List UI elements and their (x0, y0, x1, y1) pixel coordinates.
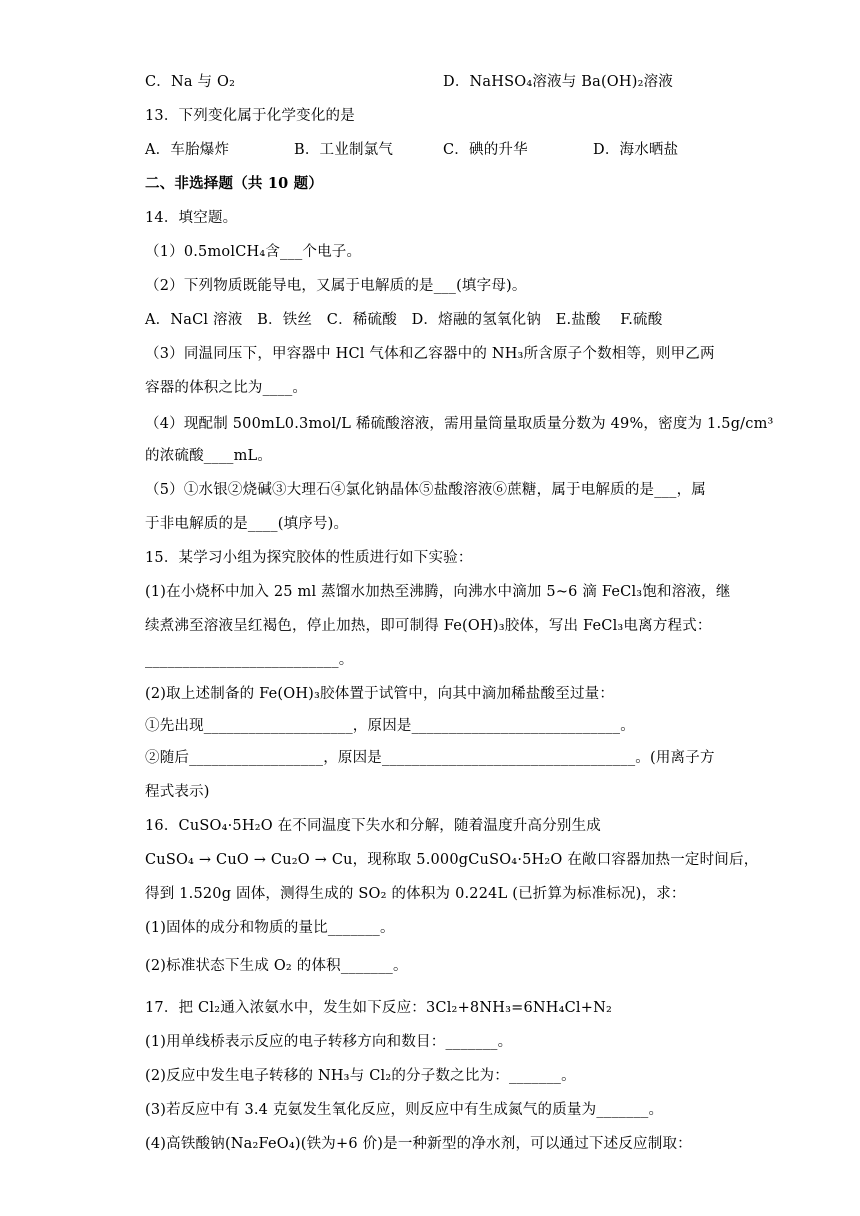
q15-part2-a: ①先出现____________________，原因是____________________________。 (145, 718, 635, 734)
q15-part1-line1: (1)在小烧杯中加入 25 ml 蒸馏水加热至沸腾，向沸水中滴加 5~6 滴 FeCl₃饱和溶液，继 (145, 584, 731, 600)
q14-part2-options: A．NaCl 溶液 B．铁丝 C．稀硫酸 D．熔融的氢氧化钠 E.盐酸 F.硫酸 (145, 312, 663, 328)
q16-line2: CuSO₄ → CuO → Cu₂O → Cu，现称取 5.000gCuSO₄·5H₂O 在敞口容器加热一定时间后， (145, 852, 759, 868)
q14-part5-line2: 于非电解质的是____(填序号)。 (145, 516, 349, 532)
q13-option-d: D．海水晒盐 (593, 142, 679, 158)
q15-part1-line2: 续煮沸至溶液呈红褐色，停止加热，即可制得 Fe(OH)₃胶体，写出 FeCl₃电离方程式： (145, 618, 712, 634)
q17-part3: (3)若反应中有 3.4 克氨发生氧化反应，则反应中有生成氮气的质量为_______。 (145, 1102, 664, 1118)
q16-part1: (1)固体的成分和物质的量比_______。 (145, 920, 395, 936)
q16-line3: 得到 1.520g 固体，测得生成的 SO₂ 的体积为 0.224L (已折算为标准标况)，求： (145, 886, 686, 902)
q16-stem: 16．CuSO₄·5H₂O 在不同温度下失水和分解，随着温度升高分别生成 (145, 818, 602, 834)
q17-part2: (2)反应中发生电子转移的 NH₃与 Cl₂的分子数之比为：_______。 (145, 1068, 576, 1084)
q13-stem: 13．下列变化属于化学变化的是 (145, 108, 355, 124)
q13-option-a: A．车胎爆炸 (145, 142, 230, 158)
q14-part5-line1: （5）①水银②烧碱③大理石④氯化钠晶体⑤盐酸溶液⑥蔗糖，属于电解质的是___，属 (145, 482, 706, 498)
q14-stem: 14．填空题。 (145, 210, 238, 226)
q14-part3-line2: 容器的体积之比为____。 (145, 380, 308, 396)
q14-part4-line2: 的浓硫酸____mL。 (145, 448, 273, 464)
q14-part4-line1: （4）现配制 500mL0.3mol/L 稀硫酸溶液，需用量筒量取质量分数为 49%，密度为 1.5g/cm³ (145, 416, 774, 432)
q16-part2: (2)标准状态下生成 O₂ 的体积_______。 (145, 958, 408, 974)
q12-option-d: D．NaHSO₄溶液与 Ba(OH)₂溶液 (443, 74, 674, 90)
q12-option-c: C．Na 与 O₂ (145, 74, 236, 90)
q15-part2: (2)取上述制备的 Fe(OH)₃胶体置于试管中，向其中滴加稀盐酸至过量： (145, 686, 615, 702)
section-heading: 二、非选择题（共 10 题） (145, 175, 324, 192)
q17-part4: (4)高铁酸钠(Na₂FeO₄)(铁为+6 价)是一种新型的净水剂，可以通过下述反应制取： (145, 1136, 692, 1152)
q15-part1-line3: __________________________。 (145, 652, 354, 668)
q13-option-b: B．工业制氯气 (294, 142, 394, 158)
q15-stem: 15．某学习小组为探究胶体的性质进行如下实验： (145, 550, 473, 566)
q17-part1: (1)用单线桥表示反应的电子转移方向和数目：_______。 (145, 1034, 513, 1050)
q14-part1: （1）0.5molCH₄含___个电子。 (145, 244, 362, 260)
q13-option-c: C．碘的升华 (443, 142, 528, 158)
q14-part3-line1: （3）同温同压下，甲容器中 HCl 气体和乙容器中的 NH₃所含原子个数相等，则甲乙两 (145, 346, 715, 362)
q15-part2-b: ②随后__________________，原因是__________________________________。(用离子方 (145, 750, 715, 766)
q15-part2-c: 程式表示) (145, 784, 210, 800)
q14-part2: （2）下列物质既能导电，又属于电解质的是___(填字母)。 (145, 278, 527, 294)
q17-stem: 17．把 Cl₂通入浓氨水中，发生如下反应：3Cl₂+8NH₃=6NH₄Cl+N₂ (145, 1000, 612, 1016)
